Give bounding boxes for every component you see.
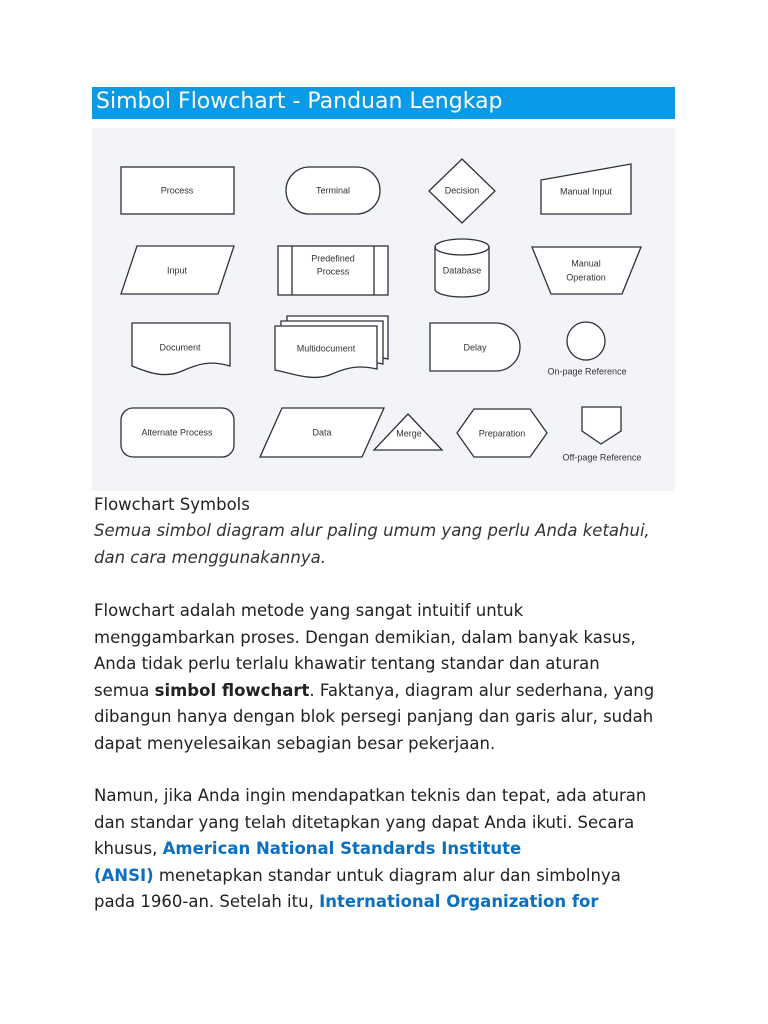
bold-term-simbol-flowchart: simbol flowchart xyxy=(154,680,310,700)
symbol-input-label: Input xyxy=(166,265,188,276)
symbol-manual-input xyxy=(541,164,631,214)
symbol-multidocument-label: Multidocument xyxy=(296,343,356,354)
figure-caption-subtitle xyxy=(94,518,694,571)
symbol-off-page-reference xyxy=(563,407,642,462)
symbol-alternate-process xyxy=(121,408,234,457)
symbol-process-label: Process xyxy=(160,185,194,196)
symbol-merge-label: Merge xyxy=(396,428,422,439)
text-fragment: menetapkan standar untuk diagram alur dan simbolnya xyxy=(153,865,621,885)
symbol-manual-operation-label-line1: Manual xyxy=(571,258,601,269)
paragraph-line: dapat menyelesaikan sebagian besar pekerjaan. xyxy=(94,733,496,753)
symbol-document xyxy=(132,323,230,375)
text-fragment: semua xyxy=(94,680,155,700)
symbol-delay-label: Delay xyxy=(463,342,487,353)
paragraph-line: menggambarkan proses. Dengan demikian, dalam banyak kasus, xyxy=(94,627,636,647)
paragraph-standards xyxy=(94,783,694,916)
paragraph-line: Flowchart adalah metode yang sangat intuitif untuk xyxy=(94,601,524,620)
text-fragment: . Faktanya, diagram alur sederhana, yang xyxy=(309,680,655,700)
symbol-document-label: Document xyxy=(159,342,201,353)
paragraph-line: Namun, jika Anda ingin mendapatkan teknis dan tepat, ada aturan xyxy=(94,786,647,805)
symbol-process xyxy=(121,167,234,214)
symbol-off-page-reference-label: Off-page Reference xyxy=(562,452,642,463)
text-fragment: khusus, xyxy=(94,839,163,859)
symbol-predefined-process xyxy=(278,246,388,295)
symbol-multidocument xyxy=(275,316,388,377)
symbol-predefined-process-label-line1: Predefined xyxy=(311,253,355,264)
paragraph-line xyxy=(94,678,694,705)
paragraph-line: dan standar yang telah ditetapkan yang dapat Anda ikuti. Secara xyxy=(94,812,635,832)
paragraph-line: Anda tidak perlu terlalu khawatir tentang standar dan aturan xyxy=(94,654,600,674)
text-fragment: pada 1960-an. Setelah itu, xyxy=(94,892,320,912)
link-iso[interactable]: International Organization for xyxy=(319,892,599,912)
symbol-terminal xyxy=(286,167,380,214)
link-ansi-abbr[interactable]: (ANSI) xyxy=(94,865,154,885)
symbol-manual-operation-label-line2: Operation xyxy=(566,272,606,283)
paragraph-line: dibangun hanya dengan blok persegi panjang dan garis alur, sudah xyxy=(94,707,654,727)
caption-subtitle-line: dan cara menggunakannya. xyxy=(94,547,326,567)
paragraph-intro xyxy=(94,598,694,758)
link-ansi[interactable]: American National Standards Institute xyxy=(162,839,522,859)
symbol-input xyxy=(121,246,234,294)
paragraph-line xyxy=(94,836,694,863)
symbol-manual-operation xyxy=(532,247,641,294)
symbol-preparation-label: Preparation xyxy=(478,428,526,439)
symbol-preparation xyxy=(457,409,547,457)
flowchart-symbols-diagram xyxy=(92,128,675,491)
title-banner xyxy=(92,87,675,119)
symbol-database-label: Database xyxy=(442,265,482,276)
symbol-data xyxy=(260,408,384,457)
symbol-decision xyxy=(429,159,495,223)
figure-caption-title: Flowchart Symbols xyxy=(94,495,250,514)
symbol-merge xyxy=(374,414,442,450)
caption-subtitle-line: Semua simbol diagram alur paling umum yang perlu Anda ketahui, xyxy=(94,521,650,540)
symbol-alternate-process-label: Alternate Process xyxy=(141,427,213,438)
paragraph-line xyxy=(94,889,694,916)
symbol-on-page-reference xyxy=(547,322,626,376)
symbol-predefined-process-label-line2: Process xyxy=(316,266,350,277)
flowchart-symbols-figure xyxy=(92,128,675,491)
page-title: Simbol Flowchart - Panduan Lengkap xyxy=(96,89,503,114)
symbol-terminal-label: Terminal xyxy=(315,185,351,196)
symbol-on-page-reference-label: On-page Reference xyxy=(547,366,627,377)
symbol-database xyxy=(435,239,489,297)
symbol-delay xyxy=(430,323,520,371)
symbol-data-label: Data xyxy=(312,427,332,438)
symbol-manual-input-label: Manual Input xyxy=(559,186,613,197)
symbol-decision-label: Decision xyxy=(444,185,480,196)
paragraph-line xyxy=(94,863,694,890)
